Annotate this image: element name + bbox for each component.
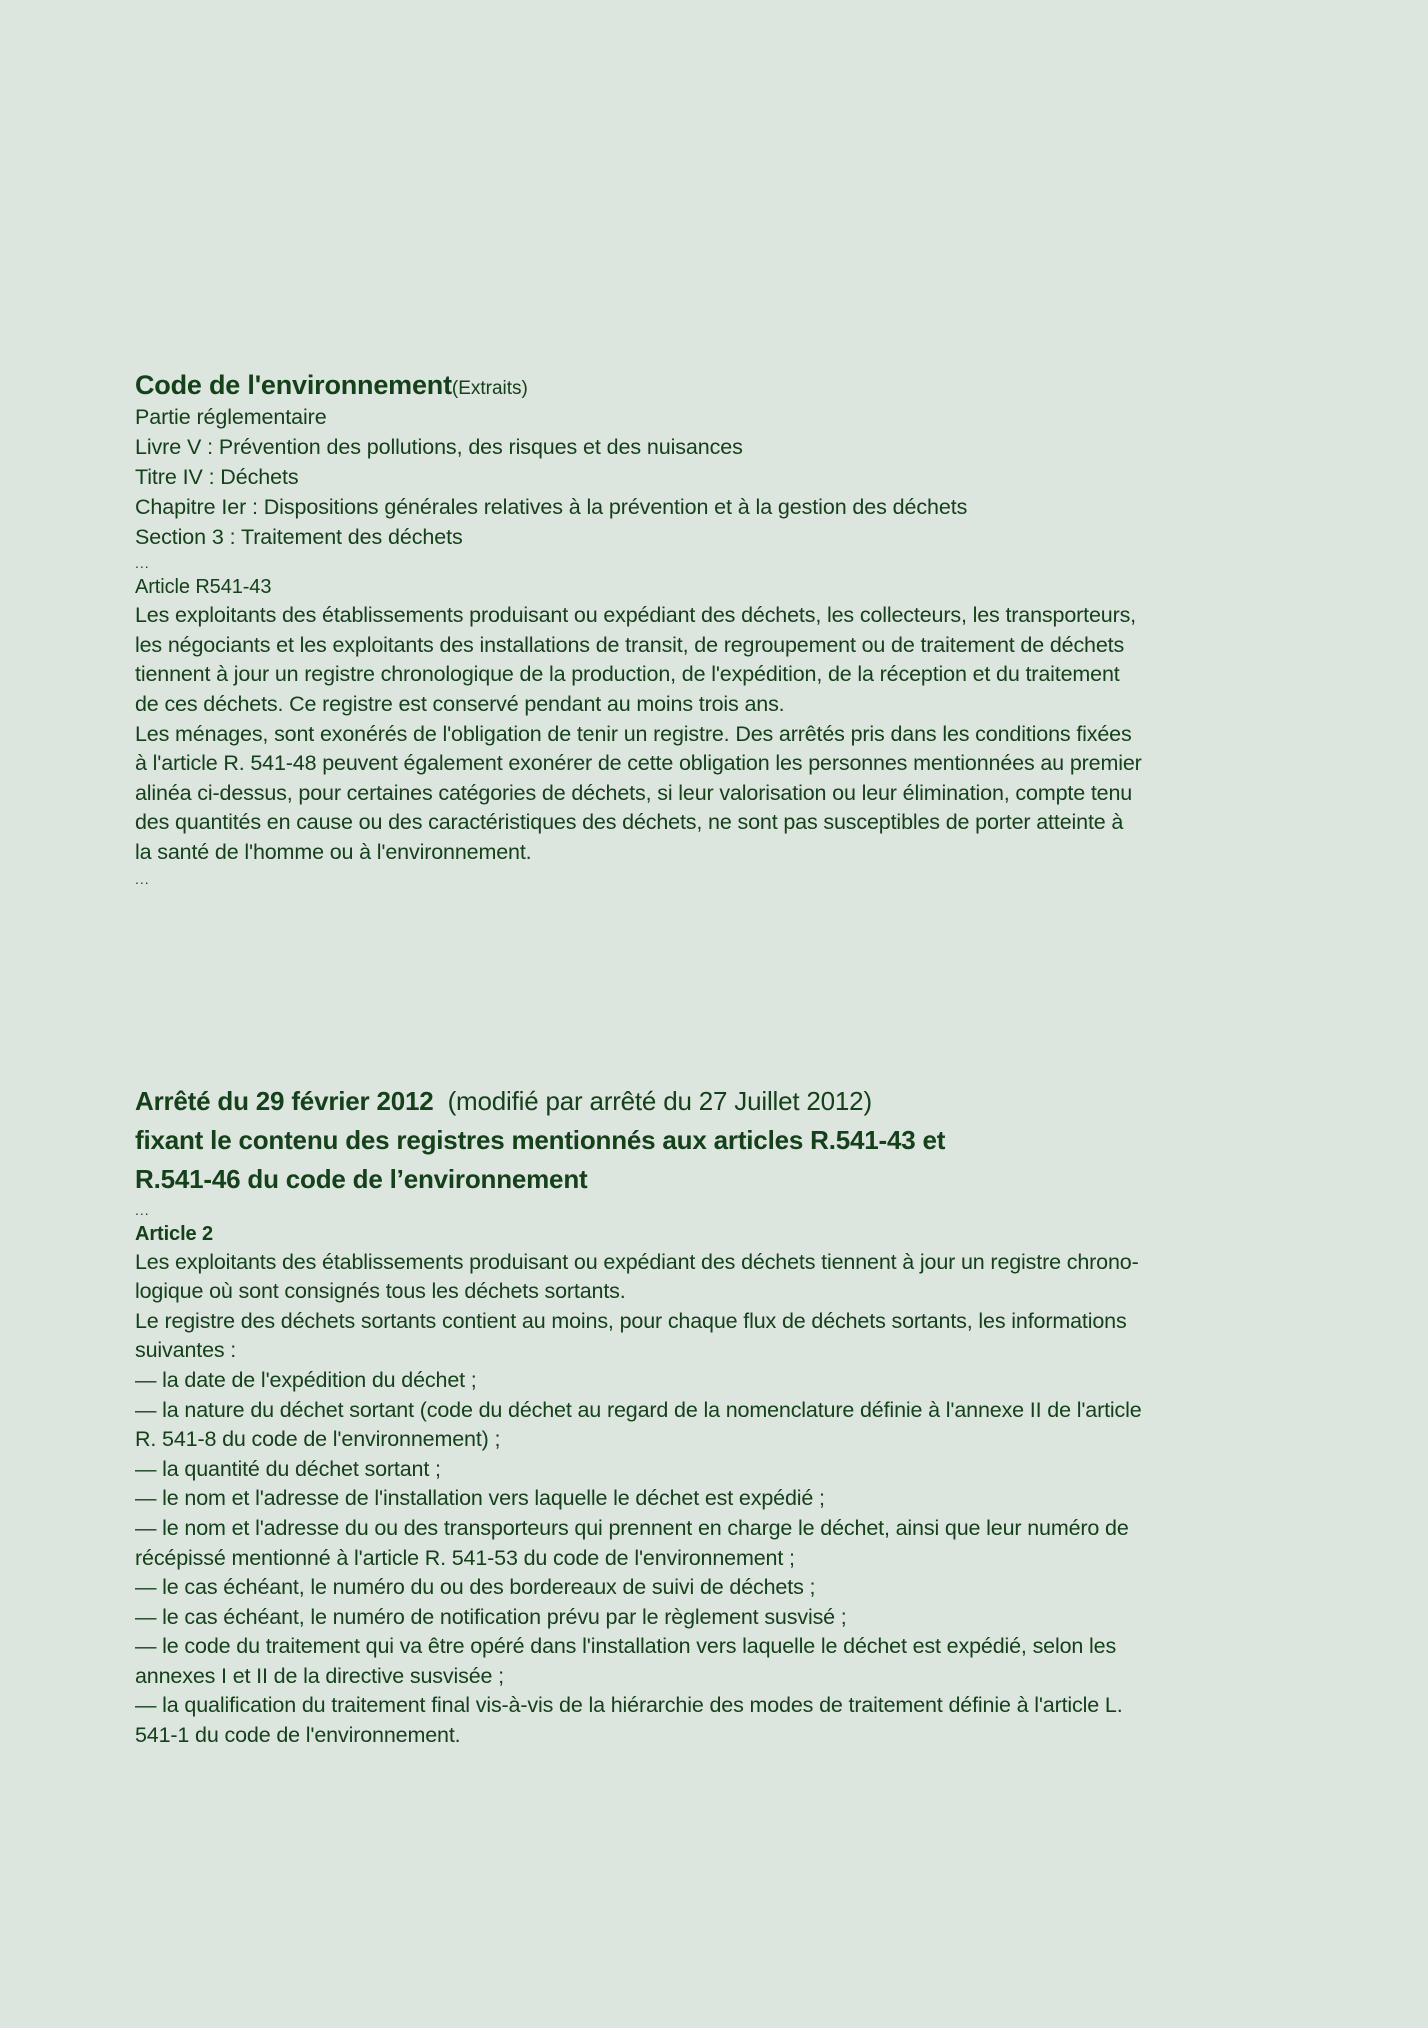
article-2-bullet-3: — la quantité du déchet sortant ;	[135, 1456, 441, 1481]
article-2-bullet-5: — le nom et l'adresse du ou des transporteurs qui prennent en charge le déchet, ainsi que leur numéro de	[135, 1515, 1129, 1540]
article-2-bullet-5-cont: récépissé mentionné à l'article R. 541-53 du code de l'environnement ;	[135, 1545, 795, 1570]
section-code-environnement	[135, 370, 1275, 890]
article-r541-43-line-8: des quantités en cause ou des caractéristiques des déchets, ne sont pas susceptibles de porter atteinte à	[135, 810, 1124, 835]
article-2-line-1: Les exploitants des établissements produisant ou expédiant des déchets tiennent à jour un registre chrono-	[135, 1249, 1139, 1274]
article-r541-43-line-3: tiennent à jour un registre chronologique de la production, de l'expédition, de la réception et du traitement	[135, 662, 1120, 687]
article-2-bullet-8: — le code du traitement qui va être opéré dans l'installation vers laquelle le déchet est expédié, selon les	[135, 1634, 1117, 1659]
article-2-bullet-8-cont: annexes I et II de la directive susvisée ;	[135, 1663, 504, 1688]
hierarchy-line-partie: Partie réglementaire	[135, 405, 327, 430]
arrete-title-line-2: fixant le contenu des registres mentionnés aux articles R.541-43 et	[135, 1124, 946, 1155]
article-label-r541-43: Article R541-43	[135, 576, 272, 599]
article-2-bullet-7: — le cas échéant, le numéro de notification prévu par le règlement susvisé ;	[135, 1604, 847, 1629]
article-2-bullet-2-cont: R. 541-8 du code de l'environnement) ;	[135, 1427, 501, 1452]
ellipsis-before-article-r541-43: ...	[135, 555, 150, 572]
article-2-bullet-9: — la qualification du traitement final vis-à-vis de la hiérarchie des modes de traitement définie à l'article L.	[135, 1693, 1123, 1718]
article-2-bullet-1: — la date de l'expédition du déchet ;	[135, 1367, 477, 1392]
document-title-suffix: (Extraits)	[451, 378, 528, 399]
article-2-line-4: suivantes :	[135, 1338, 237, 1363]
article-2-bullet-6: — le cas échéant, le numéro du ou des bordereaux de suivi de déchets ;	[135, 1575, 816, 1600]
hierarchy-line-livre: Livre V : Prévention des pollutions, des risques et des nuisances	[135, 435, 743, 460]
arrete-title-line-3: R.541-46 du code de l’environnement	[135, 1163, 588, 1194]
section-spacer	[135, 890, 1275, 1082]
ellipsis-before-article-2: ...	[135, 1201, 150, 1218]
document-content	[135, 370, 1275, 1751]
section-arrete-2012	[135, 1082, 1275, 1751]
document-title	[135, 370, 1275, 400]
article-2-bullet-2: — la nature du déchet sortant (code du déchet au regard de la nomenclature définie à l'annexe II de l'article	[135, 1397, 1142, 1422]
article-r541-43-line-2: les négociants et les exploitants des installations de transit, de regroupement ou de traitement de déchets	[135, 632, 1125, 657]
arrete-title-line-1	[135, 1082, 1275, 1121]
article-2-line-2: logique où sont consignés tous les déchets sortants.	[135, 1279, 626, 1304]
article-2-bullet-4: — le nom et l'adresse de l'installation vers laquelle le déchet est expédié ;	[135, 1486, 825, 1511]
article-2-bullet-9-cont: 541-1 du code de l'environnement.	[135, 1723, 461, 1748]
article-r541-43-line-1: Les exploitants des établissements produisant ou expédiant des déchets, les collecteurs, les transporteurs,	[135, 603, 1137, 628]
article-r541-43-line-5: Les ménages, sont exonérés de l'obligation de tenir un registre. Des arrêtés pris dans les conditions fixées	[135, 721, 1132, 746]
arrete-title-bold: Arrêté du 29 février 2012	[135, 1085, 434, 1116]
document-title-main: Code de l'environnement	[135, 370, 452, 400]
hierarchy-line-section: Section 3 : Traitement des déchets	[135, 525, 463, 550]
ellipsis-after-article-r541-43: ...	[135, 870, 150, 887]
arrete-title-modification-note: (modifié par arrêté du 27 Juillet 2012)	[447, 1085, 872, 1116]
article-label-2: Article 2	[135, 1222, 214, 1245]
article-r541-43-line-4: de ces déchets. Ce registre est conservé pendant au moins trois ans.	[135, 692, 785, 717]
article-2-line-3: Le registre des déchets sortants contient au moins, pour chaque flux de déchets sortants, les informations	[135, 1308, 1127, 1333]
article-r541-43-line-9: la santé de l'homme ou à l'environnement.	[135, 839, 532, 864]
article-r541-43-line-7: alinéa ci-dessus, pour certaines catégories de déchets, si leur valorisation ou leur élimination, compte tenu	[135, 780, 1133, 805]
hierarchy-line-titre: Titre IV : Déchets	[135, 465, 299, 490]
article-r541-43-line-6: à l'article R. 541-48 peuvent également exonérer de cette obligation les personnes mentionnées au premier	[135, 751, 1142, 776]
hierarchy-line-chapitre: Chapitre Ier : Dispositions générales relatives à la prévention et à la gestion des déchets	[135, 495, 968, 520]
